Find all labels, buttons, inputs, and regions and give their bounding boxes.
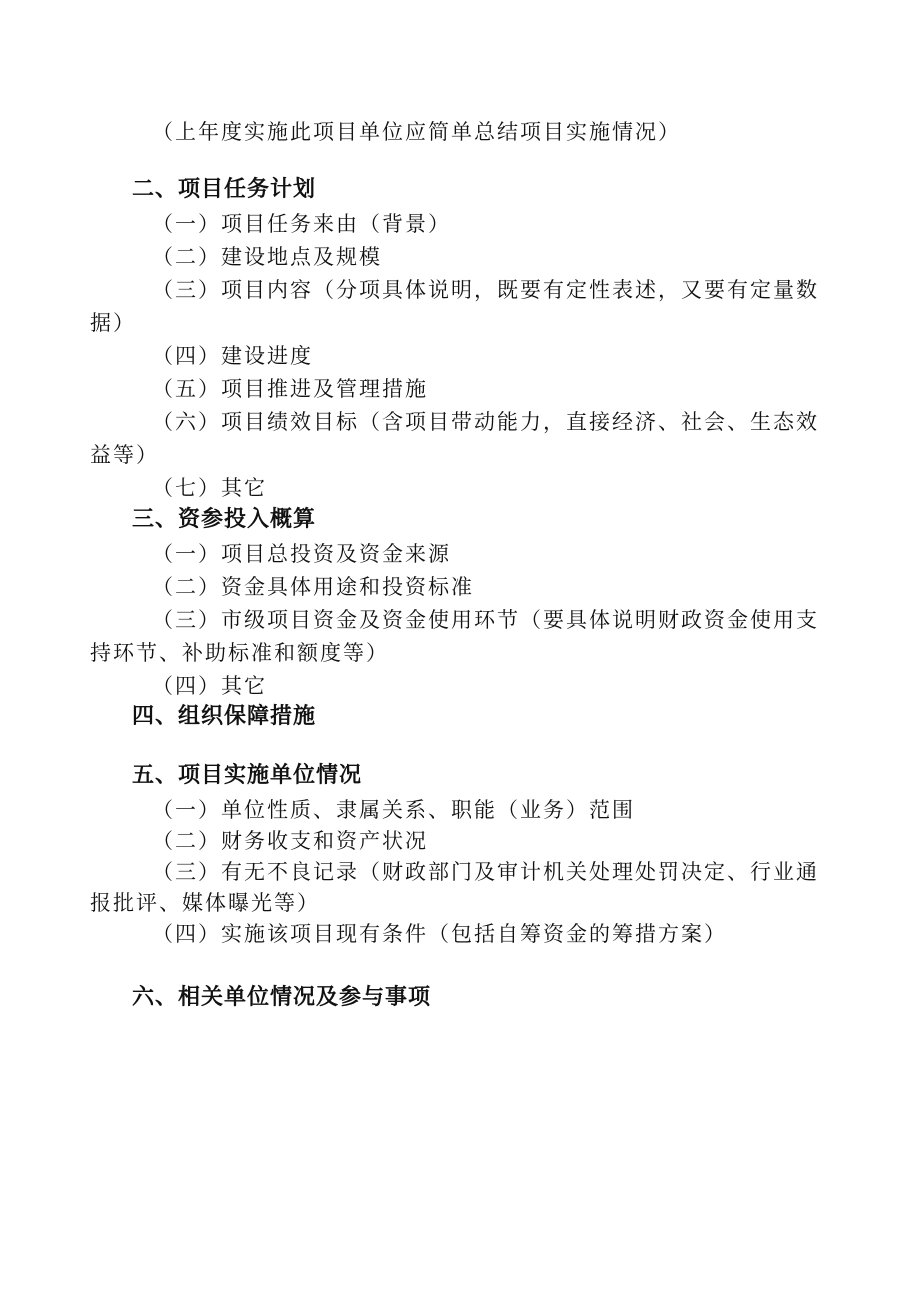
s3-item-3: （三）市级项目资金及资金使用环节（要具体说明财政资金使用支	[152, 608, 819, 632]
s3-item-4: （四）其它	[152, 674, 267, 698]
intro-note: （上年度实施此项目单位应简单总结项目实施情况）	[152, 120, 681, 144]
s5-item-3: （三）有无不良记录（财政部门及审计机关处理处罚决定、行业通	[152, 860, 819, 884]
s3-item-1: （一）项目总投资及资金来源	[152, 542, 451, 566]
s2-item-6: （六）项目绩效目标（含项目带动能力，直接经济、社会、生态效	[152, 410, 819, 434]
s2-item-1: （一）项目任务来由（背景）	[152, 212, 451, 236]
s5-item-4: （四）实施该项目现有条件（包括自筹资金的筹措方案）	[152, 922, 727, 946]
section-4-heading: 四、组织保障措施	[132, 704, 317, 729]
s5-item-2: （二）财务收支和资产状况	[152, 829, 428, 853]
section-6-heading: 六、相关单位情况及参与事项	[132, 985, 432, 1010]
s2-item-3-continued: 据）	[90, 311, 136, 335]
section-2-heading: 二、项目任务计划	[132, 177, 317, 202]
s2-item-7: （七）其它	[152, 476, 267, 500]
section-5-heading: 五、项目实施单位情况	[132, 763, 363, 788]
s5-item-3-continued: 报批评、媒体曝光等）	[90, 891, 320, 915]
s3-item-2: （二）资金具体用途和投资标准	[152, 575, 474, 599]
s2-item-2: （二）建设地点及规模	[152, 245, 382, 269]
s2-item-4: （四）建设进度	[152, 344, 313, 368]
section-3-heading: 三、资参投入概算	[132, 507, 317, 532]
s3-item-3-continued: 持环节、补助标准和额度等）	[90, 641, 389, 665]
s2-item-6-continued: 益等）	[90, 443, 159, 467]
s2-item-3: （三）项目内容（分项具体说明，既要有定性表述，又要有定量数	[152, 278, 819, 302]
s5-item-1: （一）单位性质、隶属关系、职能（业务）范围	[152, 798, 635, 822]
s2-item-5: （五）项目推进及管理措施	[152, 377, 428, 401]
